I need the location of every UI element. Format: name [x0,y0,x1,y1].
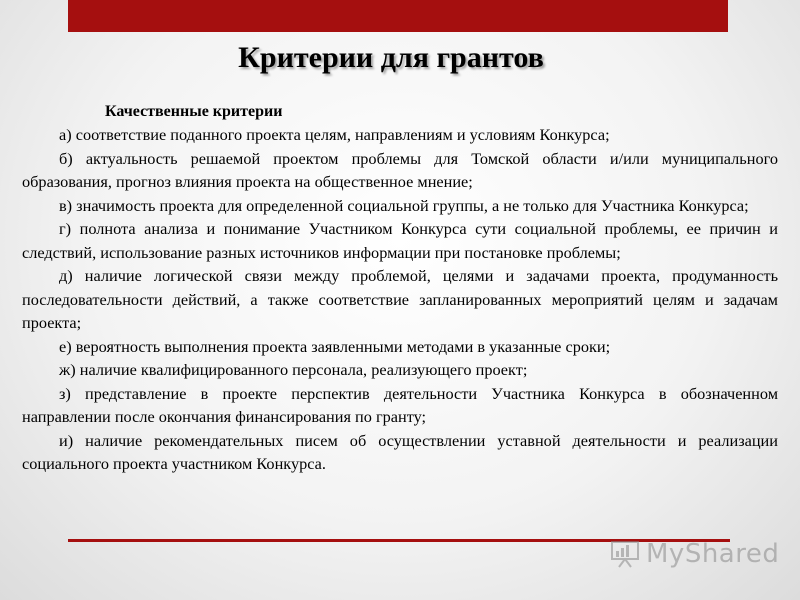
criterion-g: г) полнота анализа и понимание Участником Конкурса сути социальной проблемы, ее причин и следствий, использование разных источников информации при постановке проблемы; [22,219,778,262]
watermark-text: MyShared [646,539,780,569]
criteria-subheading: Качественные критерии [105,103,283,120]
criterion-a: а) соответствие поданного проекта целям, направлениям и условиям Конкурса; [59,125,610,144]
criterion-z: з) представление в проекте перспектив деятельности Участника Конкурса в обозначенном направлении после окончания финансирования по гранту; [22,383,778,426]
criterion-d: д) наличие логической связи между проблемой, целями и задачами проекта, продуманность последовательности действий, а также соответствие запланированных мероприятий целям и задачам проекта; [22,266,778,332]
criterion-v: в) значимость проекта для определенной социальной группы, а не только для Участника Конкурса; [59,195,749,215]
criterion-e: е) вероятность выполнения проекта заявленными методами в указанные сроки; [59,336,611,356]
criteria-content [22,100,778,476]
top-accent-bar [68,0,728,32]
criterion-b: б) актуальность решаемой проектом проблемы для Томской области и/или муниципального образования, прогноз влияния проекта на общественное мнение; [22,148,778,191]
criterion-i: и) наличие рекомендательных писем об осуществлении уставной деятельности и реализации социального проекта участником Конкурса. [22,430,778,473]
watermark-logo [610,537,780,571]
slide-title: Критерии для грантов [238,41,544,74]
presentation-board-icon [610,539,640,569]
criterion-zh: ж) наличие квалифицированного персонала, реализующего проект; [59,360,528,379]
